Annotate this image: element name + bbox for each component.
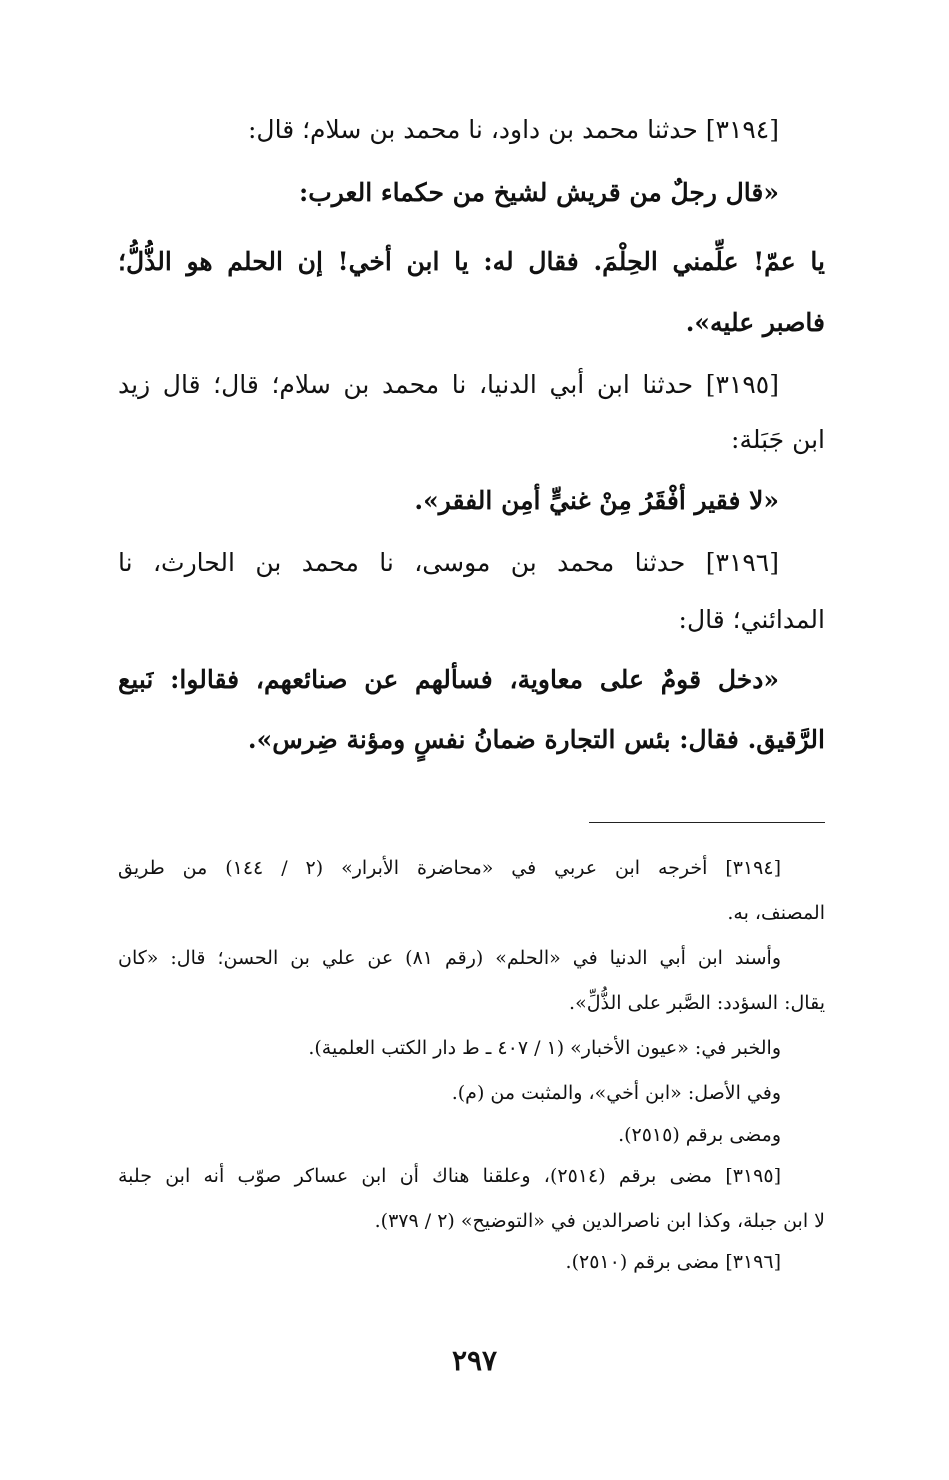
entry-3194-quote-line: يا عمّ! علِّمني الحِلْمَ. فقال له: يا ابن أخي! إن الحلم هو الذُّلُّ؛ <box>118 247 825 276</box>
entry-3196-quote-end: الرَّقيق. فقال: بئس التجارة ضمانُ نفسٍ ومؤنة ضِرس». <box>247 725 825 754</box>
entry-3194-isnad: [٣١٩٤] حدثنا محمد بن داود، نا محمد بن سلام؛ قال: <box>247 115 779 144</box>
entry-3195-isnad-cont: ابن جَبَلة: <box>731 425 825 454</box>
entry-3195-quote: «لا فقير أفْقَرُ مِنْ غنيٍّ أمِن الفقر». <box>414 486 779 515</box>
footnote-3196: [٣١٩٦] مضى برقم (٢٥١٠). <box>565 1251 781 1273</box>
entry-3194-quote-end: فاصبر عليه». <box>685 308 825 337</box>
entry-3196-isnad-cont: المدائني؛ قال: <box>678 605 825 634</box>
footnote-3194: [٣١٩٤] أخرجه ابن عربي في «محاضرة الأبرار» (٢ / ١٤٤) من طريق <box>118 857 781 879</box>
footnote-3194-source: والخبر في: «عيون الأخبار» (١ / ٤٠٧ ـ ط دار الكتب العلمية). <box>308 1037 781 1059</box>
footnote-3194-variant: وفي الأصل: «ابن أخي»، والمثبت من (م). <box>451 1082 781 1104</box>
footnote-3195: [٣١٩٥] مضى برقم (٢٥١٤)، وعلقنا هناك أن ابن عساكر صوّب أنه ابن جلبة <box>118 1165 781 1187</box>
footnote-3194-cont: المصنف، به. <box>727 902 825 924</box>
footnote-3194-hilm-cont: يقال: السؤدد: الصَّبر على الذُّلِّ». <box>569 992 825 1014</box>
footnote-separator <box>589 822 825 823</box>
page-number: ٢٩٧ <box>451 1344 498 1377</box>
footnote-3195-cont: لا ابن جبلة، وكذا ابن ناصرالدين في «التوضيح» (٢ / ٣٧٩). <box>374 1210 825 1232</box>
entry-3195-isnad: [٣١٩٥] حدثنا ابن أبي الدنيا، نا محمد بن سلام؛ قال؛ قال زيد <box>118 370 779 399</box>
footnote-3194-hilm: وأسند ابن أبي الدنيا في «الحلم» (رقم ٨١) عن علي بن الحسن؛ قال: «كان <box>118 947 781 969</box>
entry-3196-isnad: [٣١٩٦] حدثنا محمد بن موسى، نا محمد بن الحارث، نا <box>118 548 779 577</box>
entry-3196-quote-start: «دخل قومٌ على معاوية، فسألهم عن صنائعهم، فقالوا: نَبيع <box>118 665 779 694</box>
entry-3194-quote-start: «قال رجلٌ من قريش لشيخ من حكماء العرب: <box>298 178 779 207</box>
footnote-3194-crossref: ومضى برقم (٢٥١٥). <box>618 1124 781 1146</box>
